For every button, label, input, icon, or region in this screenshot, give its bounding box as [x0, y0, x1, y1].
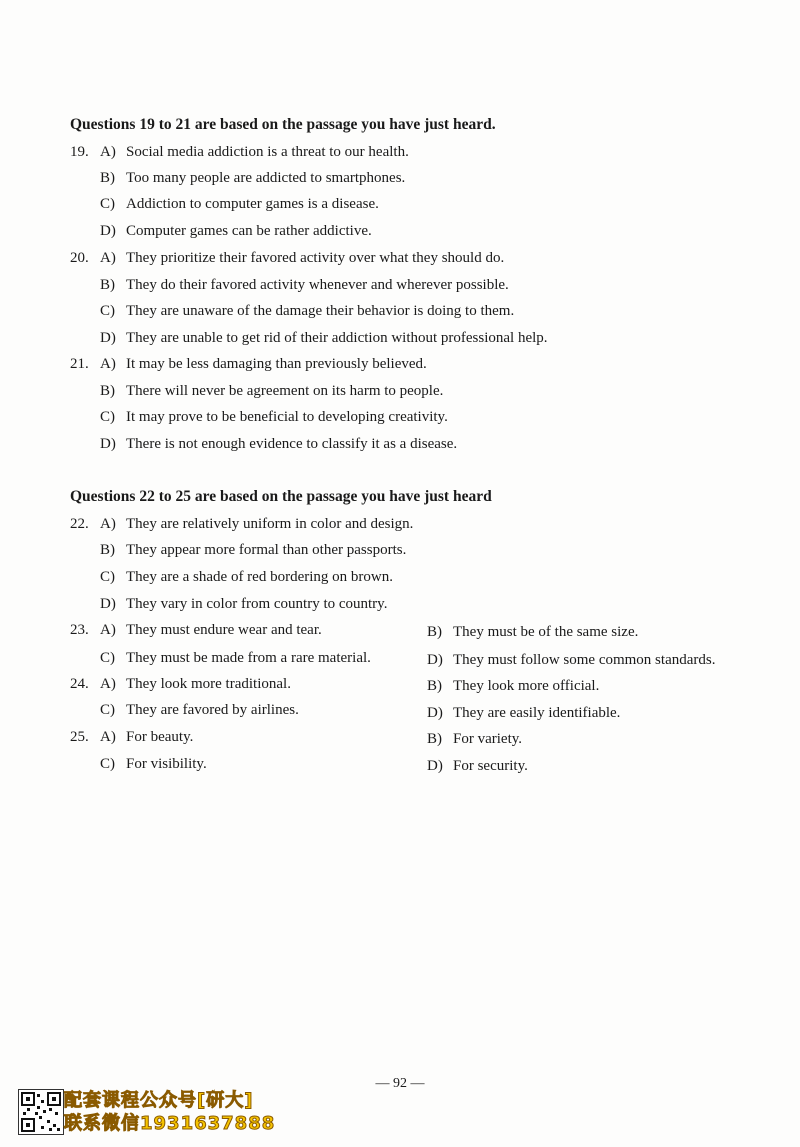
option-text: They are easily identifiable. — [453, 705, 621, 721]
option-letter: C) — [100, 409, 115, 425]
option-text: They must follow some common standards. — [453, 652, 716, 668]
option-letter: D) — [100, 596, 116, 612]
q24-option-d — [427, 703, 620, 723]
q24-option-b — [427, 676, 599, 696]
option-text: They vary in color from country to country. — [126, 596, 388, 612]
option-letter: A) — [100, 356, 116, 372]
option-letter: C) — [100, 650, 115, 666]
option-letter: C) — [100, 303, 115, 319]
option-text: For security. — [453, 758, 528, 774]
question-number: 24. — [70, 676, 89, 692]
option-letter: B) — [100, 383, 115, 399]
q24-option-a — [100, 674, 291, 694]
q19-option-c — [100, 194, 379, 214]
option-text: They must endure wear and tear. — [126, 622, 322, 638]
option-letter: D) — [427, 758, 443, 774]
q20-option-b — [100, 275, 509, 295]
option-letter: D) — [427, 652, 443, 668]
question-number: 22. — [70, 516, 89, 532]
option-text: For variety. — [453, 731, 523, 747]
option-text: They are unaware of the damage their behavior is doing to them. — [126, 303, 515, 319]
option-letter: B) — [427, 624, 442, 640]
option-letter: C) — [100, 756, 115, 772]
option-text: They are relatively uniform in color and design. — [126, 516, 414, 532]
option-text: They are favored by airlines. — [126, 702, 299, 718]
option-text: They must be of the same size. — [453, 624, 639, 640]
q25-option-d — [427, 756, 528, 776]
q25-option-c — [100, 754, 207, 774]
q21-option-b — [100, 381, 443, 401]
option-letter: B) — [100, 542, 115, 558]
q23-option-d — [427, 650, 715, 670]
section-heading-2: Questions 22 to 25 are based on the passage you have just heard — [70, 488, 492, 505]
question-number: 25. — [70, 729, 89, 745]
q19-option-d — [100, 221, 372, 241]
option-text: Computer games can be rather addictive. — [126, 223, 372, 239]
q21-option-a — [100, 354, 427, 374]
qr-code-icon — [18, 1089, 64, 1135]
option-letter: B) — [100, 277, 115, 293]
option-text: They prioritize their favored activity over what they should do. — [126, 250, 505, 266]
option-letter: A) — [100, 250, 116, 266]
option-text: They must be made from a rare material. — [126, 650, 371, 666]
q20-option-d — [100, 328, 548, 348]
option-letter: A) — [100, 729, 116, 745]
option-text: They look more official. — [453, 678, 600, 694]
watermark-line-1: 配套课程公众号[研大] — [64, 1090, 254, 1111]
q25-option-a — [100, 727, 193, 747]
q19-option-b — [100, 168, 405, 188]
q21-option-d — [100, 434, 457, 454]
option-letter: C) — [100, 569, 115, 585]
question-number: 19. — [70, 144, 89, 160]
q25-option-b — [427, 729, 522, 749]
option-text: For beauty. — [126, 729, 194, 745]
q22-option-c — [100, 567, 393, 587]
q19-option-a — [100, 142, 409, 162]
question-number: 20. — [70, 250, 89, 266]
option-letter: C) — [100, 196, 115, 212]
q23-option-c — [100, 648, 371, 668]
option-letter: B) — [100, 170, 115, 186]
option-letter: D) — [100, 223, 116, 239]
option-text: They appear more formal than other passports. — [126, 542, 407, 558]
q21-option-c — [100, 407, 448, 427]
option-text: For visibility. — [126, 756, 207, 772]
section-heading-1: Questions 19 to 21 are based on the passage you have just heard. — [70, 116, 496, 133]
option-letter: D) — [427, 705, 443, 721]
option-text: Too many people are addicted to smartphones. — [126, 170, 406, 186]
q23-option-a — [100, 620, 322, 640]
option-letter: B) — [427, 731, 442, 747]
watermark-line-2: 联系微信1931637888 — [64, 1113, 276, 1134]
option-letter: D) — [100, 436, 116, 452]
q20-option-a — [100, 248, 504, 268]
q22-option-a — [100, 514, 413, 534]
option-letter: B) — [427, 678, 442, 694]
option-text: Social media addiction is a threat to our health. — [126, 144, 409, 160]
option-text: There is not enough evidence to classify it as a disease. — [126, 436, 458, 452]
option-text: It may prove to be beneficial to developing creativity. — [126, 409, 448, 425]
option-letter: D) — [100, 330, 116, 346]
option-letter: A) — [100, 676, 116, 692]
q20-option-c — [100, 301, 514, 321]
question-number: 23. — [70, 622, 89, 638]
q22-option-d — [100, 594, 387, 614]
question-number: 21. — [70, 356, 89, 372]
option-text: Addiction to computer games is a disease. — [126, 196, 379, 212]
option-text: It may be less damaging than previously believed. — [126, 356, 427, 372]
q22-option-b — [100, 540, 406, 560]
option-text: They are a shade of red bordering on brown. — [126, 569, 393, 585]
option-text: They look more traditional. — [126, 676, 291, 692]
watermark — [64, 1089, 275, 1135]
page-number: — 92 — — [375, 1076, 425, 1091]
option-text: They are unable to get rid of their addiction without professional help. — [126, 330, 548, 346]
option-text: They do their favored activity whenever and wherever possible. — [126, 277, 509, 293]
option-letter: A) — [100, 516, 116, 532]
q24-option-c — [100, 700, 299, 720]
option-text: There will never be agreement on its harm to people. — [126, 383, 444, 399]
option-letter: C) — [100, 702, 115, 718]
q23-option-b — [427, 622, 638, 642]
option-letter: A) — [100, 144, 116, 160]
option-letter: A) — [100, 622, 116, 638]
